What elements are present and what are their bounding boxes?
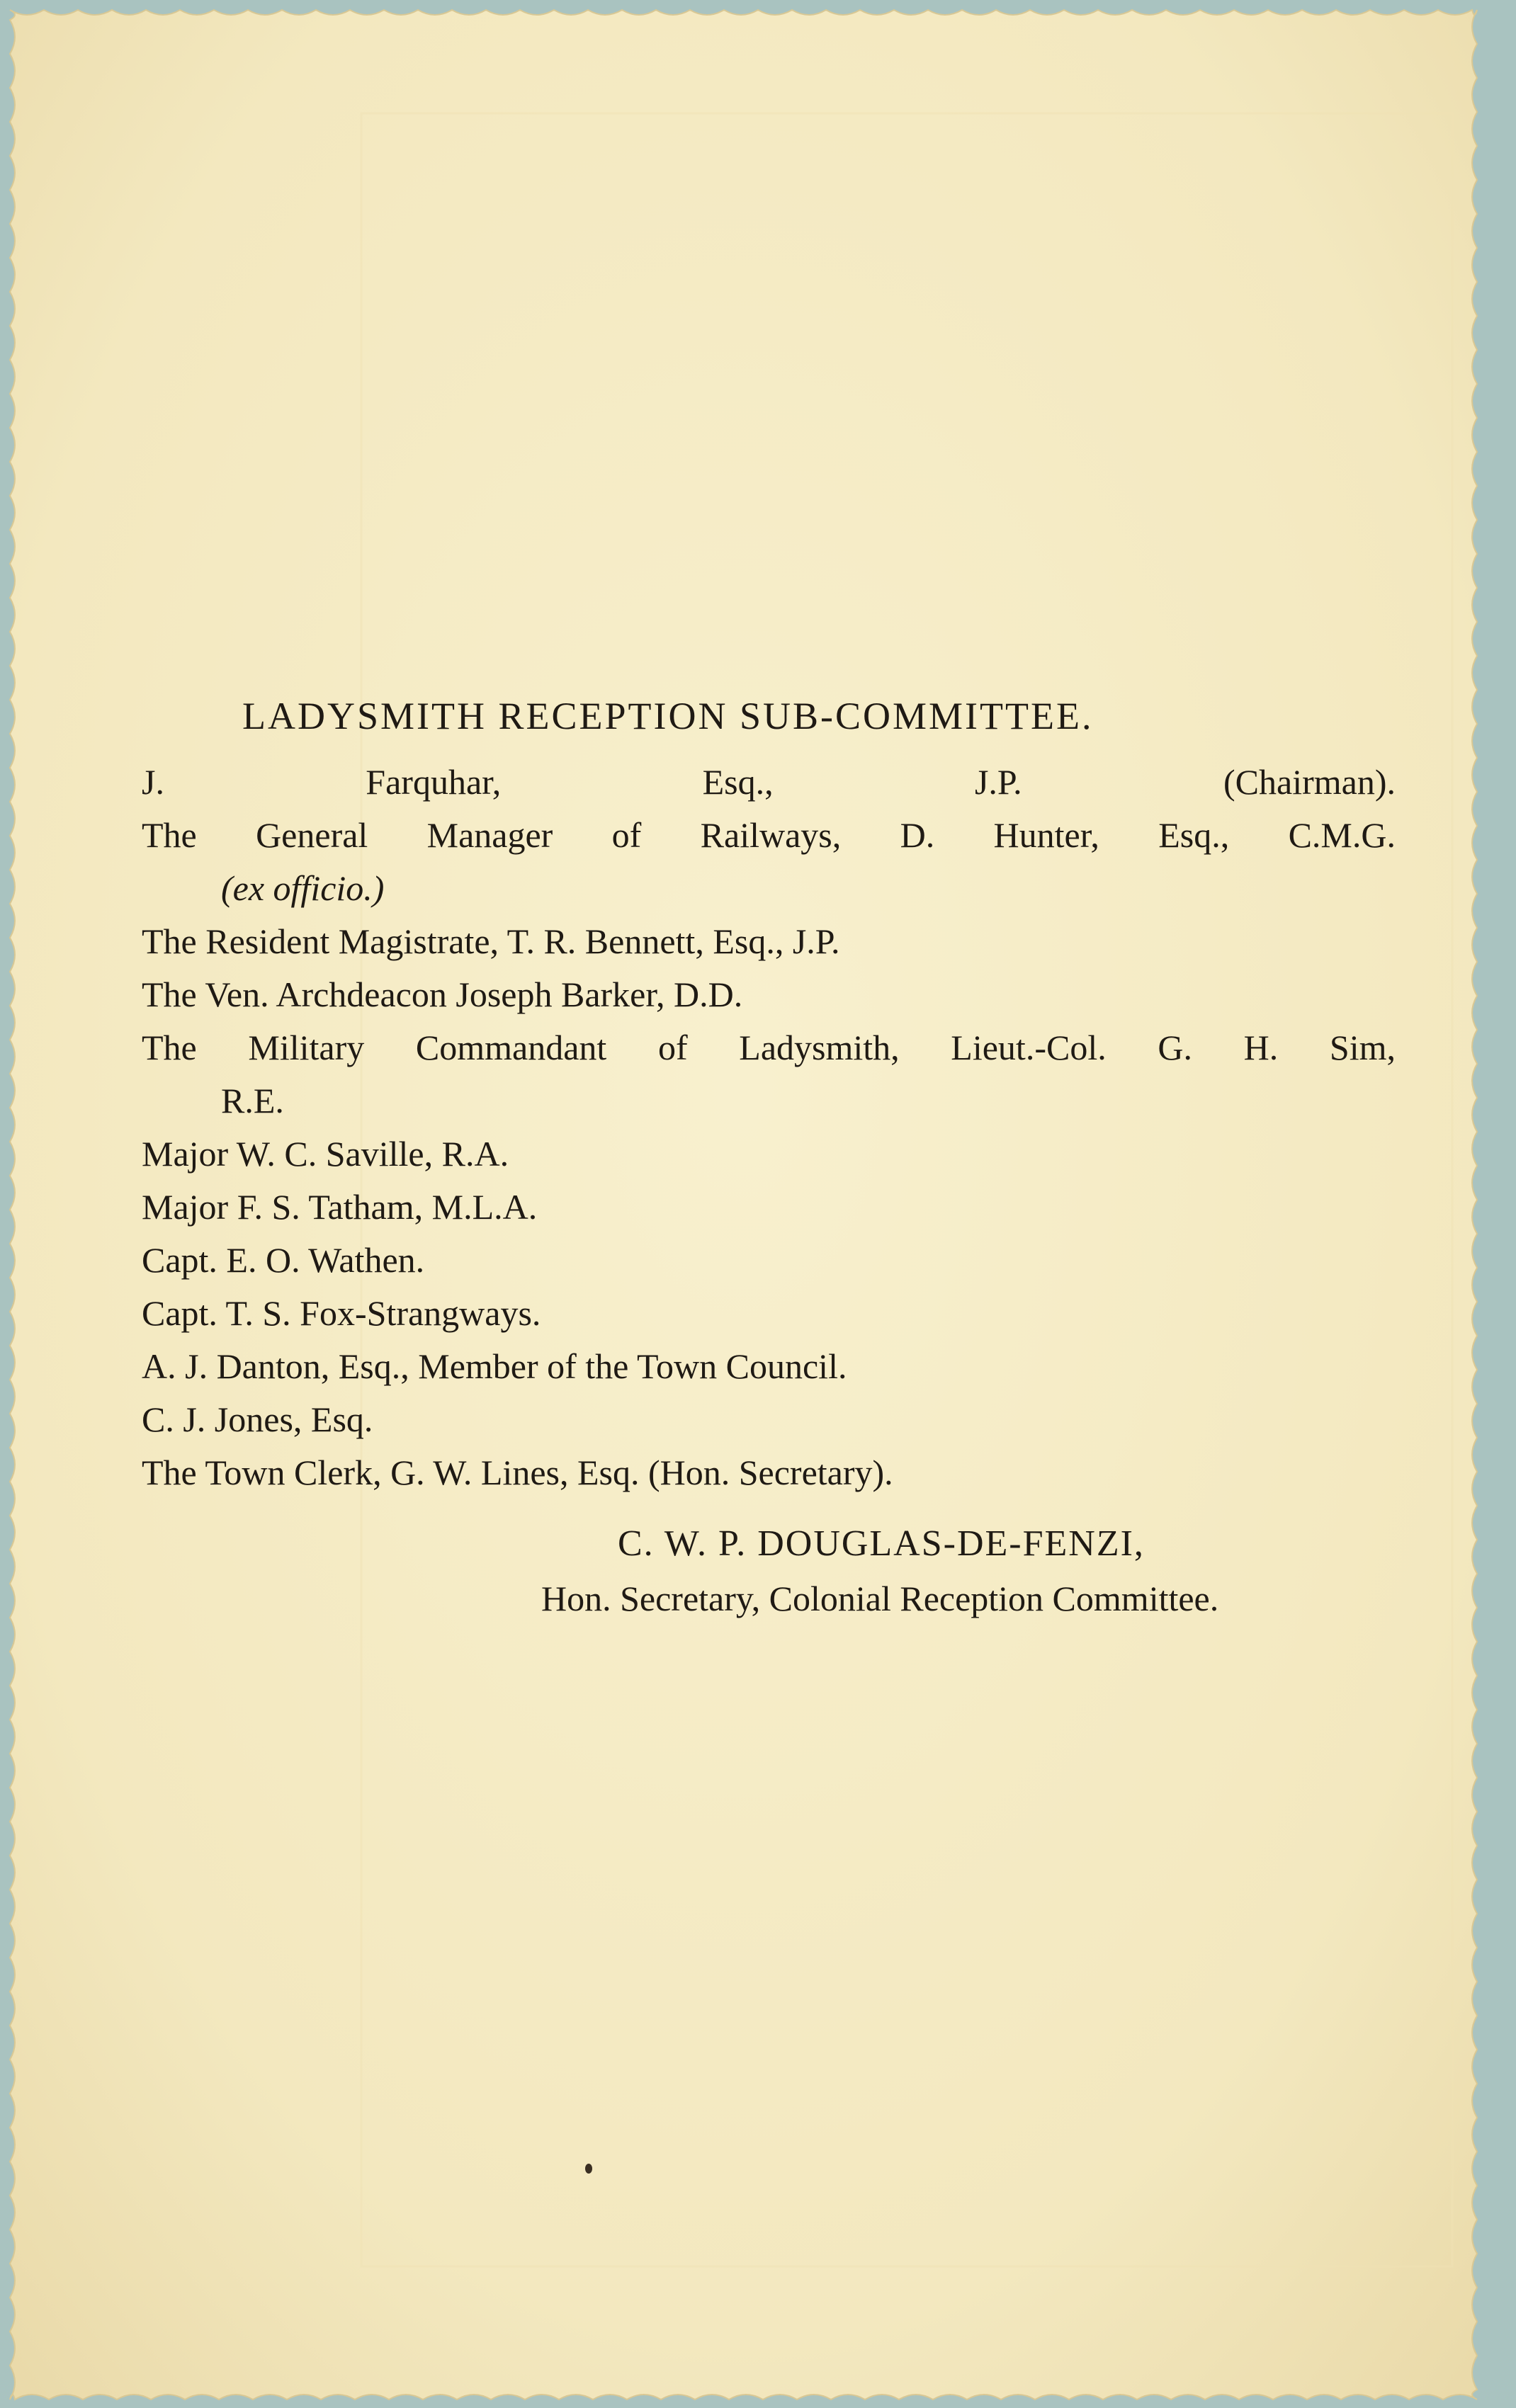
member-line-1: J. Farquhar, Esq., J.P. (Chairman).: [142, 762, 1396, 802]
document-title: LADYSMITH RECEPTION SUB-COMMITTEE.: [242, 695, 1094, 737]
member-line-12: The Town Clerk, G. W. Lines, Esq. (Hon. Secretary).: [142, 1453, 893, 1492]
member-line-5-cont: R.E.: [221, 1081, 284, 1120]
member-line-2: The General Manager of Railways, D. Hunter, Esq., C.M.G.: [142, 815, 1396, 855]
member-line-9: Capt. T. S. Fox-Strangways.: [142, 1293, 541, 1333]
member-line-4: The Ven. Archdeacon Joseph Barker, D.D.: [142, 975, 743, 1014]
member-line-7: Major F. S. Tatham, M.L.A.: [142, 1187, 538, 1227]
member-line-6: Major W. C. Saville, R.A.: [142, 1134, 509, 1174]
member-line-5: The Military Commandant of Ladysmith, Lieut.-Col. G. H. Sim,: [142, 1028, 1396, 1067]
member-line-10: A. J. Danton, Esq., Member of the Town Council.: [142, 1346, 847, 1386]
member-line-11: C. J. Jones, Esq.: [142, 1399, 373, 1439]
member-line-8: Capt. E. O. Wathen.: [142, 1240, 425, 1280]
signature-name: C. W. P. DOUGLAS-DE-FENZI,: [618, 1523, 1145, 1564]
member-line-2-note: (ex officio.): [221, 868, 385, 908]
member-line-3: The Resident Magistrate, T. R. Bennett, Esq., J.P.: [142, 921, 840, 961]
ink-speck: [585, 2164, 592, 2174]
signature-title: Hon. Secretary, Colonial Reception Committee.: [541, 1579, 1219, 1618]
